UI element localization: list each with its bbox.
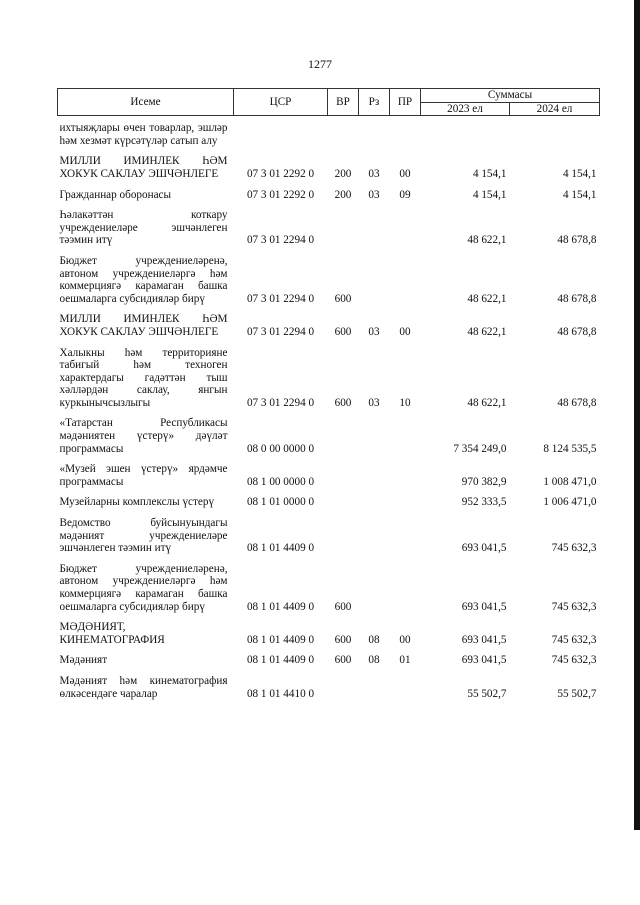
table-row — [58, 648, 600, 669]
header-sums: Суммасы — [421, 89, 600, 103]
header-rz: Рз — [359, 89, 390, 116]
row-vr — [328, 411, 359, 457]
row-rz — [359, 490, 390, 511]
row-2023: 693 041,5 — [461, 600, 507, 613]
row-name: Бюджет учреждениеләренә, автоном учреждениеләргә һәм коммерциягә карамаган башка оешмаларга субсидияләр бирү — [59, 254, 228, 305]
row-pr — [390, 116, 421, 150]
row-2024: 48 678,8 — [557, 234, 597, 247]
table-row — [58, 149, 600, 182]
row-vr: 600 — [334, 600, 352, 613]
row-csr: 08 0 00 0000 0 — [246, 442, 315, 455]
row-name: Мәдәният — [59, 654, 108, 667]
row-name: Ведомство буйсынуындагы мәдәният учреждениеләре эшчәнлеген тәэмин итү — [59, 517, 228, 555]
row-2024: 48 678,8 — [557, 292, 597, 305]
row-rz — [359, 557, 390, 615]
row-vr: 600 — [334, 633, 352, 646]
table-row — [58, 490, 600, 511]
header-pr: ПР — [390, 89, 421, 116]
row-2024: 1 008 471,0 — [543, 475, 597, 488]
row-2023: 48 622,1 — [467, 325, 507, 338]
table-row — [58, 307, 600, 340]
row-csr: 07 3 01 2292 0 — [246, 188, 315, 201]
row-rz — [359, 249, 390, 307]
row-2024: 745 632,3 — [551, 654, 597, 667]
row-rz — [359, 669, 390, 702]
row-rz — [359, 411, 390, 457]
row-vr — [328, 457, 359, 490]
row-vr: 200 — [334, 188, 352, 201]
row-pr: 01 — [399, 654, 411, 667]
row-pr: 10 — [399, 396, 411, 409]
row-vr: 600 — [334, 654, 352, 667]
row-2024: 48 678,8 — [557, 396, 597, 409]
row-pr: 00 — [399, 325, 411, 338]
row-name: Халыкны һәм территорияне табигый һәм техноген характердагы гадәттән тыш хәлләрдән саклау, янгын куркынычсызлыгы — [59, 346, 228, 409]
header-vr: ВР — [328, 89, 359, 116]
row-rz: 03 — [368, 188, 380, 201]
row-csr: 07 3 01 2294 0 — [246, 234, 315, 247]
row-pr: 00 — [399, 167, 411, 180]
row-rz — [359, 203, 390, 249]
row-name: ихтыяҗлары өчен товарлар, эшләр һәм хезмәт күрсәтүләр сатып алу — [59, 122, 228, 147]
row-2024: 4 154,1 — [562, 167, 597, 180]
row-name: Музейларны комплекслы үстерү — [59, 496, 215, 509]
row-pr: 09 — [399, 188, 411, 201]
row-2023: 693 041,5 — [461, 542, 507, 555]
row-csr: 07 3 01 2294 0 — [246, 396, 315, 409]
table-body — [58, 116, 600, 702]
row-pr: 00 — [399, 633, 411, 646]
row-csr: 08 1 01 4409 0 — [246, 542, 315, 555]
row-name: Гражданнар оборонасы — [59, 188, 172, 201]
table-row — [58, 511, 600, 557]
table-row — [58, 457, 600, 490]
row-vr — [328, 116, 359, 150]
page-number: 1277 — [308, 57, 332, 71]
row-name: Һәлакәттән коткару учреждениеләре эшчәнлеген тәэмин итү — [59, 209, 228, 247]
row-csr: 08 1 01 4409 0 — [246, 654, 315, 667]
row-2024: 1 006 471,0 — [543, 496, 597, 509]
row-2023: 4 154,1 — [472, 188, 507, 201]
row-2024 — [510, 116, 600, 150]
table-row — [58, 116, 600, 150]
row-rz: 08 — [368, 654, 380, 667]
row-2024: 745 632,3 — [551, 633, 597, 646]
row-rz — [359, 116, 390, 150]
row-name: Мәдәният һәм кинематография өлкәсендәге чаралар — [59, 674, 228, 700]
budget-table — [57, 88, 600, 702]
row-pr — [390, 411, 421, 457]
row-pr — [390, 490, 421, 511]
row-csr: 08 1 01 0000 0 — [246, 496, 315, 509]
row-vr — [328, 511, 359, 557]
row-2023 — [421, 116, 510, 150]
row-2023: 7 354 249,0 — [453, 442, 507, 455]
table-row — [58, 203, 600, 249]
scan-edge — [634, 0, 640, 830]
row-csr: 08 1 00 0000 0 — [246, 475, 315, 488]
row-csr: 08 1 01 4409 0 — [246, 600, 315, 613]
row-csr: 08 1 01 4410 0 — [246, 687, 315, 700]
row-name: «Татарстан Республикасы мәдәниятен үстерү» дәүләт программасы — [59, 417, 228, 455]
row-vr: 600 — [334, 396, 352, 409]
header-2024: 2024 ел — [510, 102, 600, 116]
row-pr — [390, 669, 421, 702]
row-rz: 03 — [368, 396, 380, 409]
row-rz — [359, 511, 390, 557]
table-row — [58, 615, 600, 648]
row-pr — [390, 557, 421, 615]
row-2024: 8 124 535,5 — [543, 442, 597, 455]
row-csr: 08 1 01 4409 0 — [246, 633, 315, 646]
row-vr: 200 — [334, 167, 352, 180]
row-2024: 745 632,3 — [551, 542, 597, 555]
row-csr: 07 3 01 2292 0 — [246, 167, 315, 180]
row-vr — [328, 203, 359, 249]
row-2023: 693 041,5 — [461, 654, 507, 667]
row-2023: 4 154,1 — [472, 167, 507, 180]
row-name: «Музей эшен үстерү» ярдәмче программасы — [59, 463, 228, 488]
row-2023: 48 622,1 — [467, 234, 507, 247]
row-name: Бюджет учреждениеләренә, автоном учреждениеләргә һәм коммерциягә карамаган башка оешмаларга субсидияләр бирү — [59, 562, 228, 613]
row-2023: 48 622,1 — [467, 292, 507, 305]
row-2024: 55 502,7 — [557, 687, 597, 700]
row-2023: 55 502,7 — [467, 687, 507, 700]
row-vr — [328, 669, 359, 702]
header-2023: 2023 ел — [421, 102, 510, 116]
row-2024: 745 632,3 — [551, 600, 597, 613]
row-name: МИЛЛИ ИМИНЛЕК ҺӘМ ХОКУК САКЛАУ ЭШЧӘНЛЕГЕ — [59, 155, 228, 180]
header-csr: ЦСР — [234, 89, 328, 116]
row-pr — [390, 249, 421, 307]
row-2024: 48 678,8 — [557, 325, 597, 338]
row-pr — [390, 457, 421, 490]
row-vr: 600 — [334, 325, 352, 338]
row-2023: 48 622,1 — [467, 396, 507, 409]
row-csr — [234, 116, 328, 150]
row-pr — [390, 203, 421, 249]
row-2023: 693 041,5 — [461, 633, 507, 646]
row-csr: 07 3 01 2294 0 — [246, 325, 315, 338]
row-csr: 07 3 01 2294 0 — [246, 292, 315, 305]
table-row — [58, 411, 600, 457]
row-vr — [328, 490, 359, 511]
row-pr — [390, 511, 421, 557]
row-2023: 970 382,9 — [461, 475, 507, 488]
row-name: МИЛЛИ ИМИНЛЕК ҺӘМ ХОКУК САКЛАУ ЭШЧӘНЛЕГЕ — [59, 313, 228, 338]
row-vr: 600 — [334, 292, 352, 305]
table-row — [58, 183, 600, 204]
row-2024: 4 154,1 — [562, 188, 597, 201]
row-2023: 952 333,5 — [461, 496, 507, 509]
row-rz: 08 — [368, 633, 380, 646]
table-row — [58, 249, 600, 307]
row-name: МӘДӘНИЯТ, КИНЕМАТОГРАФИЯ — [59, 621, 165, 646]
header-name: Исеме — [58, 89, 234, 116]
table-row — [58, 557, 600, 615]
row-rz — [359, 457, 390, 490]
table-row — [58, 669, 600, 702]
row-rz: 03 — [368, 325, 380, 338]
row-rz: 03 — [368, 167, 380, 180]
table-row — [58, 341, 600, 412]
